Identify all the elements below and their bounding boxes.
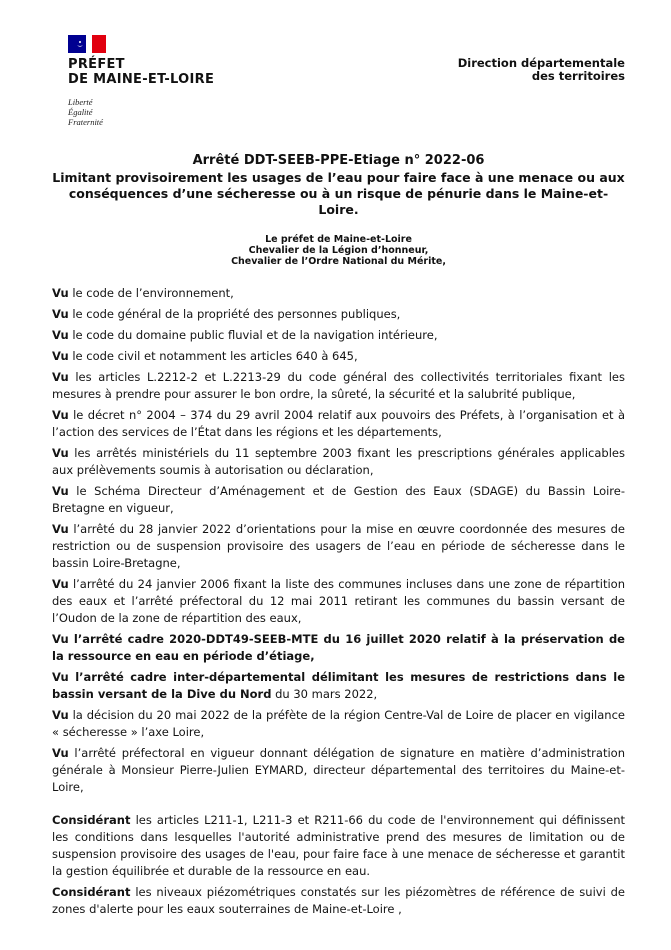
prefect-line2: DE MAINE-ET-LOIRE xyxy=(68,72,215,87)
prefecture-logo-block xyxy=(68,35,214,127)
motto-egalite: Égalité xyxy=(68,107,93,117)
paragraph: Considérant les niveaux piézométriques constatés sur les piézomètres de référence de suivi de zones d'alerte pour les eaux souterraines de Maine-et-Loire , xyxy=(52,885,625,916)
republic-motto xyxy=(68,97,214,127)
title-block xyxy=(52,153,625,218)
french-republic-flag-icon xyxy=(68,35,106,53)
paragraph: Considérant les articles L211-1, L211-3 et R211-66 du code de l'environnement qui définissent les conditions dans lesquelles l'autorité administrative prend des mesures de limitation ou de suspension provisoire des usages de l'eau, pour faire face à une menace de sécheresse et garantit la gestion équilibrée et durable de la ressource en eau. xyxy=(52,813,625,878)
paragraph: Vu l’arrêté cadre inter-départemental délimitant les mesures de restrictions dans le bassin versant de la Dive du Nord du 30 mars 2022, xyxy=(52,670,625,701)
paragraphs xyxy=(52,285,625,918)
document-title: Arrêté DDT-SEEB-PPE-Etiage n° 2022-06 xyxy=(192,153,485,168)
paragraph: Vu l’arrêté préfectoral en vigueur donnant délégation de signature en matière d’administration générale à Monsieur Pierre-Julien EYMARD, directeur départemental des territoires du Maine-et-Loire, xyxy=(52,746,625,794)
paragraph: Vu le Schéma Directeur d’Aménagement et de Gestion des Eaux (SDAGE) du Bassin Loire-Bretagne en vigueur, xyxy=(52,484,625,515)
paragraph: Vu le code civil et notamment les articles 640 à 645, xyxy=(52,349,358,363)
direction-line2: des territoires xyxy=(531,69,625,83)
salutation-line1: Le préfet de Maine-et-Loire xyxy=(265,234,412,245)
paragraph: Vu les articles L.2212-2 et L.2213-29 du code général des collectivités territoriales fixant les mesures à prendre pour assurer le bon ordre, la sûreté, la sécurité et la salubrité publique, xyxy=(52,370,625,401)
paragraph: Vu le code du domaine public fluvial et de la navigation intérieure, xyxy=(52,328,438,342)
prefect-line1: PRÉFET xyxy=(68,57,125,72)
paragraph: Vu l’arrêté cadre 2020-DDT49-SEEB-MTE du 16 juillet 2020 relatif à la préservation de la ressource en eau en période d’étiage, xyxy=(52,632,625,663)
salutation-line2: Chevalier de la Légion d’honneur, xyxy=(248,245,429,256)
motto-fraternite: Fraternité xyxy=(68,117,103,127)
prefect-salutation xyxy=(52,234,625,267)
document-header xyxy=(52,35,625,127)
paragraph: Vu l’arrêté du 28 janvier 2022 d’orientations pour la mise en œuvre coordonnée des mesures de restriction ou de suspension provisoire des usagers de l’eau en période de sécheresse dans le bassin Loire-Bretagne, xyxy=(52,522,625,570)
salutation-line3: Chevalier de l’Ordre National du Mérite, xyxy=(231,256,446,267)
paragraph: Vu le code de l’environnement, xyxy=(52,286,234,300)
document-subtitle: Limitant provisoirement les usages de l’eau pour faire face à une menace ou aux conséquences d’une sécheresse ou à un risque de pénurie dans le Maine-et-Loire. xyxy=(52,170,625,217)
paragraph: Vu les arrêtés ministériels du 11 septembre 2003 fixant les prescriptions générales applicables aux prélèvements soumis à autorisation ou déclaration, xyxy=(52,446,625,477)
issuing-direction xyxy=(458,57,625,83)
motto-liberte: Liberté xyxy=(68,97,93,107)
prefect-title xyxy=(68,57,214,87)
paragraph: Vu le code général de la propriété des personnes publiques, xyxy=(52,307,401,321)
paragraph: Vu la décision du 20 mai 2022 de la préfète de la région Centre-Val de Loire de placer en vigilance « sécheresse » l’axe Loire, xyxy=(52,708,625,739)
paragraph: Vu l’arrêté du 24 janvier 2006 fixant la liste des communes incluses dans une zone de répartition des eaux et l’arrêté préfectoral du 12 mai 2011 retirant les communes du bassin versant de l’Oudon de la zone de répartition des eaux, xyxy=(52,577,625,625)
paragraph: Vu le décret n° 2004 – 374 du 29 avril 2004 relatif aux pouvoirs des Préfets, à l’organisation et à l’action des services de l’État dans les régions et les départements, xyxy=(52,408,625,439)
direction-line1: Direction départementale xyxy=(457,56,625,70)
